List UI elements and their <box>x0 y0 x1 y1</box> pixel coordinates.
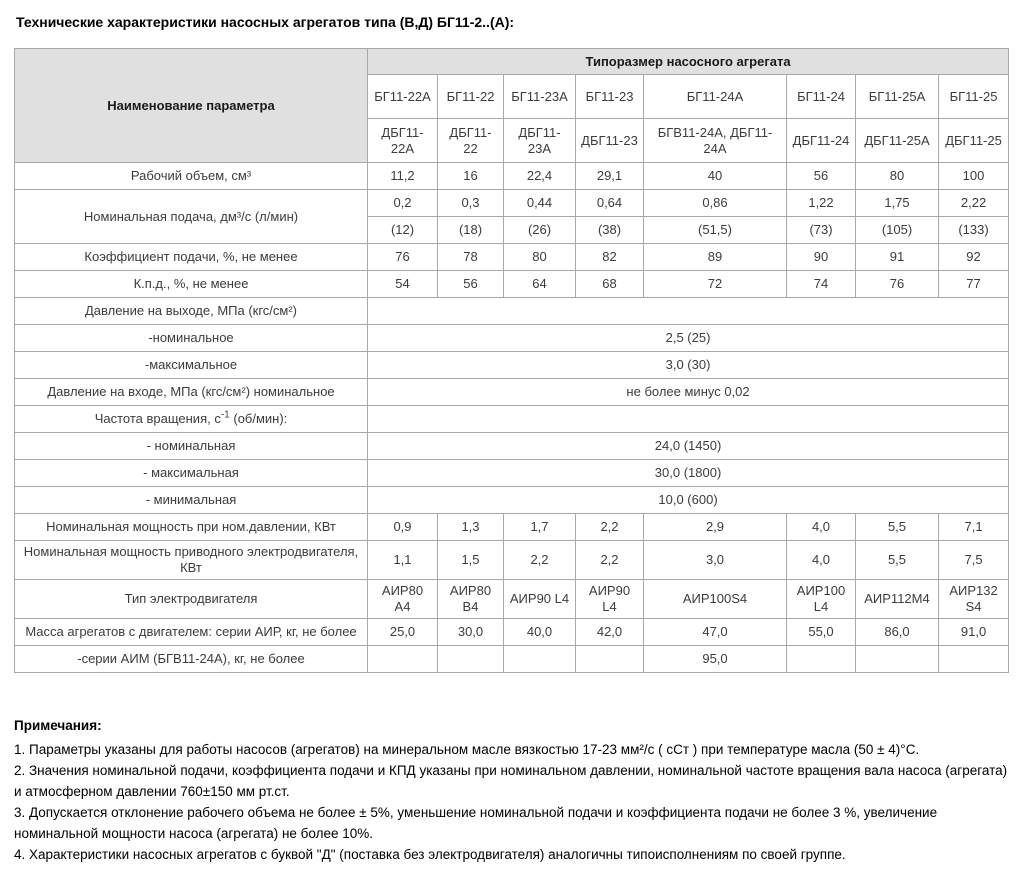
model-header-cell: БГ11-25 <box>939 75 1009 119</box>
value-cell: 86,0 <box>856 619 939 646</box>
param-label: Масса агрегатов с двигателем: серии АИР, кг, не более <box>15 619 368 646</box>
value-cell <box>787 646 856 673</box>
table-row <box>15 325 1009 352</box>
table-row <box>15 163 1009 190</box>
value-cell: 82 <box>576 244 644 271</box>
span-value-cell: 2,5 (25) <box>368 325 1009 352</box>
param-label: Давление на выходе, МПа (кгс/см²) <box>15 298 368 325</box>
model-header-cell: ДБГ11-25А <box>856 119 939 163</box>
value-cell: 91,0 <box>939 619 1009 646</box>
value-cell: АИР80 А4 <box>368 580 438 619</box>
model-header-cell: БГ11-22А <box>368 75 438 119</box>
value-cell: АИР132 S4 <box>939 580 1009 619</box>
param-label: Давление на входе, МПа (кгс/см²) номинальное <box>15 379 368 406</box>
value-cell: (51,5) <box>644 217 787 244</box>
model-header-cell: БГ11-24А <box>644 75 787 119</box>
value-cell: АИР80 В4 <box>438 580 504 619</box>
model-header-cell: ДБГ11-24 <box>787 119 856 163</box>
value-cell: 0,2 <box>368 190 438 217</box>
value-cell: АИР90 L4 <box>576 580 644 619</box>
value-cell: 1,22 <box>787 190 856 217</box>
group-header-row <box>15 49 1009 75</box>
value-cell: (18) <box>438 217 504 244</box>
table-row <box>15 619 1009 646</box>
param-label: Номинальная мощность при ном.давлении, КВт <box>15 514 368 541</box>
value-cell: 2,9 <box>644 514 787 541</box>
value-cell: (105) <box>856 217 939 244</box>
value-cell: (38) <box>576 217 644 244</box>
model-header-cell: БГ11-23 <box>576 75 644 119</box>
value-cell: 7,1 <box>939 514 1009 541</box>
value-cell: 5,5 <box>856 541 939 580</box>
param-label: Тип электродвигателя <box>15 580 368 619</box>
value-cell: 72 <box>644 271 787 298</box>
value-cell <box>856 646 939 673</box>
value-cell: 95,0 <box>644 646 787 673</box>
span-value-cell: 10,0 (600) <box>368 487 1009 514</box>
value-cell: 92 <box>939 244 1009 271</box>
value-cell: 90 <box>787 244 856 271</box>
value-cell: (12) <box>368 217 438 244</box>
note-item: 1. Параметры указаны для работы насосов (агрегатов) на минеральном масле вязкостью 17-23 мм²/с ( сСт ) при температуре масла (50 ± 4)°С. <box>14 742 920 757</box>
value-cell: 22,4 <box>504 163 576 190</box>
value-cell: 16 <box>438 163 504 190</box>
model-header-cell: БГ11-25А <box>856 75 939 119</box>
value-cell: 68 <box>576 271 644 298</box>
value-cell <box>368 646 438 673</box>
page-title: Технические характеристики насосных агрегатов типа (В,Д) БГ11-2..(А): <box>16 14 515 30</box>
value-cell: 56 <box>438 271 504 298</box>
table-row <box>15 352 1009 379</box>
value-cell: 56 <box>787 163 856 190</box>
value-cell: 54 <box>368 271 438 298</box>
value-cell: 80 <box>504 244 576 271</box>
model-header-cell: ДБГ11-22 <box>438 119 504 163</box>
table-row <box>15 298 1009 325</box>
value-cell: АИР112М4 <box>856 580 939 619</box>
value-cell: 1,5 <box>438 541 504 580</box>
table-row <box>15 487 1009 514</box>
value-cell <box>939 646 1009 673</box>
value-cell: 78 <box>438 244 504 271</box>
value-cell: 47,0 <box>644 619 787 646</box>
value-cell <box>504 646 576 673</box>
value-cell: 2,22 <box>939 190 1009 217</box>
model-header-cell: БГ11-22 <box>438 75 504 119</box>
model-header-cell: ДБГ11-23А <box>504 119 576 163</box>
superscript: -1 <box>220 409 230 421</box>
model-header-cell: БГ11-23А <box>504 75 576 119</box>
param-label: Частота вращения, $с^{-1}$ (об/мин): <box>15 406 368 433</box>
table-row <box>15 271 1009 298</box>
value-cell: 0,86 <box>644 190 787 217</box>
span-value-cell <box>368 406 1009 433</box>
value-cell: 0,9 <box>368 514 438 541</box>
value-cell: 29,1 <box>576 163 644 190</box>
value-cell: АИР100 L4 <box>787 580 856 619</box>
param-label: - минимальная <box>15 487 368 514</box>
table-row <box>15 244 1009 271</box>
value-cell: 80 <box>856 163 939 190</box>
model-header-cell: ДБГ11-23 <box>576 119 644 163</box>
value-cell: 1,3 <box>438 514 504 541</box>
value-cell: 4,0 <box>787 514 856 541</box>
value-cell: 3,0 <box>644 541 787 580</box>
param-label: - максимальная <box>15 460 368 487</box>
value-cell: АИР100S4 <box>644 580 787 619</box>
table-row <box>15 646 1009 673</box>
value-cell <box>576 646 644 673</box>
table-row <box>15 379 1009 406</box>
span-value-cell <box>368 298 1009 325</box>
value-cell: 74 <box>787 271 856 298</box>
value-cell: 30,0 <box>438 619 504 646</box>
value-cell: 1,75 <box>856 190 939 217</box>
param-label: Номинальная подача, дм³/с (л/мин) <box>15 190 368 244</box>
value-cell: 2,2 <box>576 541 644 580</box>
table-row <box>15 514 1009 541</box>
model-header-cell: БГВ11-24А, ДБГ11-24А <box>644 119 787 163</box>
param-label: -серии АИМ (БГВ11-24А), кг, не более <box>15 646 368 673</box>
value-cell <box>438 646 504 673</box>
table-row <box>15 190 1009 217</box>
corner-header: Наименование параметра <box>15 49 368 163</box>
table-row <box>15 460 1009 487</box>
value-cell: 64 <box>504 271 576 298</box>
param-label: Коэффициент подачи, %, не менее <box>15 244 368 271</box>
span-value-cell: не более минус 0,02 <box>368 379 1009 406</box>
value-cell: 5,5 <box>856 514 939 541</box>
value-cell: 25,0 <box>368 619 438 646</box>
notes-heading: Примечания: <box>14 718 102 733</box>
notes-list <box>14 739 1014 865</box>
span-value-cell: 3,0 (30) <box>368 352 1009 379</box>
param-label: К.п.д., %, не менее <box>15 271 368 298</box>
value-cell: 89 <box>644 244 787 271</box>
table-row <box>15 406 1009 433</box>
model-header-cell: БГ11-24 <box>787 75 856 119</box>
value-cell: 91 <box>856 244 939 271</box>
table-row <box>15 541 1009 580</box>
table-row <box>15 580 1009 619</box>
note-item: 4. Характеристики насосных агрегатов с буквой "Д" (поставка без электродвигателя) аналогичны типоисполнениям по своей группе. <box>14 847 846 862</box>
note-item: 2. Значения номинальной подачи, коэффициента подачи и КПД указаны при номинальном давлении, номинальной частоте вращения вала насоса (агрегата) и атмосферном давлении 760±150 мм рт.ст. <box>14 763 1008 799</box>
value-cell: 11,2 <box>368 163 438 190</box>
span-value-cell: 30,0 (1800) <box>368 460 1009 487</box>
param-label: Номинальная мощность приводного электродвигателя, КВт <box>15 541 368 580</box>
value-cell: (73) <box>787 217 856 244</box>
value-cell: 40 <box>644 163 787 190</box>
param-label: -максимальное <box>15 352 368 379</box>
value-cell: 0,3 <box>438 190 504 217</box>
specs-table <box>14 48 1009 673</box>
notes-section <box>14 715 1014 865</box>
value-cell: 77 <box>939 271 1009 298</box>
table-row <box>15 433 1009 460</box>
value-cell: 2,2 <box>576 514 644 541</box>
value-cell: 4,0 <box>787 541 856 580</box>
value-cell: 76 <box>856 271 939 298</box>
model-header-cell: ДБГ11-25 <box>939 119 1009 163</box>
param-label: Рабочий объем, см³ <box>15 163 368 190</box>
value-cell: (133) <box>939 217 1009 244</box>
param-label: -номинальное <box>15 325 368 352</box>
param-label: - номинальная <box>15 433 368 460</box>
note-item: 3. Допускается отклонение рабочего объема не более ± 5%, уменьшение номинальной подачи и коэффициента подачи не более 3 %, увеличение номинальной мощности насоса (агрегата) не более 10%. <box>14 805 938 841</box>
value-cell: 0,64 <box>576 190 644 217</box>
value-cell: 1,1 <box>368 541 438 580</box>
value-cell: (26) <box>504 217 576 244</box>
span-value-cell: 24,0 (1450) <box>368 433 1009 460</box>
value-cell: 7,5 <box>939 541 1009 580</box>
group-header: Типоразмер насосного агрегата <box>368 49 1009 75</box>
value-cell: 40,0 <box>504 619 576 646</box>
value-cell: 55,0 <box>787 619 856 646</box>
value-cell: АИР90 L4 <box>504 580 576 619</box>
value-cell: 42,0 <box>576 619 644 646</box>
value-cell: 2,2 <box>504 541 576 580</box>
model-header-cell: ДБГ11-22А <box>368 119 438 163</box>
value-cell: 76 <box>368 244 438 271</box>
value-cell: 0,44 <box>504 190 576 217</box>
value-cell: 100 <box>939 163 1009 190</box>
value-cell: 1,7 <box>504 514 576 541</box>
